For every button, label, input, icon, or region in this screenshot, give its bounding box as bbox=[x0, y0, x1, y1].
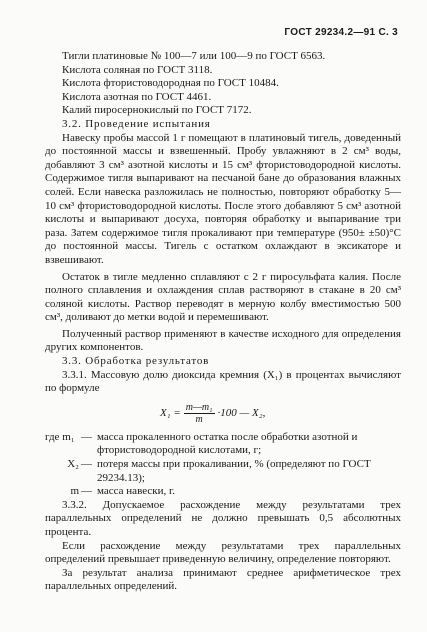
paragraph-solution-use: Полученный раствор применяют в качестве исходного для определения других компонентов. bbox=[45, 327, 401, 354]
formula-definitions bbox=[45, 431, 401, 499]
section-heading-3-2: 3.2. Проведение испытания bbox=[62, 117, 211, 130]
def-dash: — bbox=[81, 485, 92, 498]
def-symbol: m bbox=[70, 485, 79, 498]
paragraph-3-3-1: 3.3.1. Массовую долю диоксида кремния (X₁) в процентах вычисляют по формуле bbox=[45, 368, 401, 395]
def-text: масса навески, г. bbox=[97, 485, 175, 498]
reagent-line: Калий пиросернокислый по ГОСТ 7172. bbox=[62, 104, 252, 117]
paragraph-procedure: Навеску пробы массой 1 г помещают в платиновый тигель, доведенный до постоянной массы и взвешенный. Пробу увлажняют в 2 см³ воды, добавляют 3 см³ азотной кислоты и 15 см³ фтористоводородной кислоты. Содержимое тигля выпаривают на песчаной бане до образования влажных солей. Если навеска разложилась не полностью, повторяют обработку 5—10 см³ фтористоводородной кислоты. После этого добавляют 5 см³ азотной кислоты и выпаривают досуха, повторяя обработку и выпаривание три раза. Затем содержимое тигля прокаливают при температуре (950± ±50)°С до постоянной массы. Тигель с остатком охлаждают в эксикаторе и взвешивают. bbox=[45, 131, 401, 266]
formula bbox=[160, 402, 401, 425]
paragraph-fusion: Остаток в тигле медленно сплавляют с 2 г пиросульфата калия. После полного сплавления и охлаждения сплав растворяют в стакане в 20 см³ соляной кислоты. Раствор переводят в мерную колбу вместимостью 500 см³, доливают до метки водой и перемешивают. bbox=[45, 270, 401, 324]
page-header: ГОСТ 29234.2—91 С. 3 bbox=[284, 27, 398, 38]
def-text: потеря массы при прокаливании, % (определяют по ГОСТ 29234.13); bbox=[97, 458, 371, 484]
def-text: масса прокаленного остатка после обработки азотной и фтористоводородной кислотами, г; bbox=[97, 430, 358, 457]
section-heading-3-3: 3.3. Обработка результатов bbox=[62, 355, 210, 368]
def-dash: — bbox=[81, 430, 92, 443]
paragraph-repeat: Если расхождение между результатами трех параллельных определений превышает приведенную величину, определение повторяют. bbox=[45, 539, 401, 566]
reagent-line: Тигли платиновые № 100—7 или 100—9 по ГОСТ 6563. bbox=[62, 50, 326, 62]
def-symbol: X₂ bbox=[67, 458, 79, 471]
def-dash: — bbox=[81, 458, 92, 471]
formula-denominator: m bbox=[195, 413, 203, 425]
formula-fraction bbox=[184, 402, 215, 425]
reagent-line: Кислота азотная по ГОСТ 4461. bbox=[62, 90, 212, 103]
formula-rest: ·100 — X₂, bbox=[217, 406, 266, 419]
document-body bbox=[45, 50, 401, 594]
formula-lhs: X₁ = bbox=[160, 406, 181, 419]
reagent-line: Кислота соляная по ГОСТ 3118. bbox=[62, 63, 213, 76]
formula-numerator: m—m₁ bbox=[185, 401, 213, 413]
paragraph-3-3-2: 3.3.2. Допускаемое расхождение между результатами трех параллельных определений не должно превышать 0,5 абсолютных процента. bbox=[45, 498, 401, 538]
paragraph-result: За результат анализа принимают среднее арифметическое трех параллельных определений. bbox=[45, 566, 401, 593]
reagent-line: Кислота фтористоводородная по ГОСТ 10484. bbox=[62, 77, 279, 90]
def-symbol: где m₁ bbox=[45, 430, 75, 443]
